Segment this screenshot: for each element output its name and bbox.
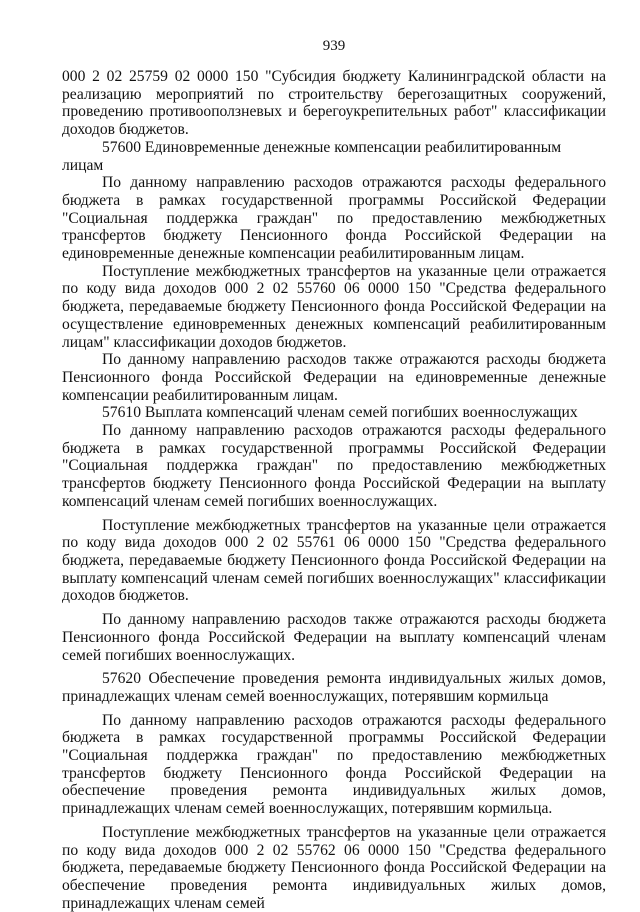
paragraph-57610-income-code: Поступление межбюджетных трансфертов на указанные цели отражается по коду вида доходов 000 2 02 55761 06 0000 150 "Средства федерального бюджета, передаваемые бюджету Пенсионного фонда Российской Федерации на выплату компенсаций членам семей погибших военнослужащих" классификации доходов бюджетов. bbox=[62, 516, 606, 605]
paragraph-57620-expenses: По данному направлению расходов отражаются расходы федерального бюджета в рамках государственной программы Российской Федерации "Социальная поддержка граждан" по предоставлению межбюджетных трансфертов бюджету Пенсионного фонда Российской Федерации на обеспечение проведения ремонта индивидуальных жилых домов, принадлежащих членам семей военнослужащих, потерявшим кормильца. bbox=[62, 711, 606, 818]
paragraph-57610-expenses: По данному направлению расходов отражаются расходы федерального бюджета в рамках государственной программы Российской Федерации "Социальная поддержка граждан" по предоставлению межбюджетных трансфертов бюджету Пенсионного фонда Российской Федерации на выплату компенсаций членам семей погибших военнослужащих. bbox=[62, 422, 606, 510]
paragraph-57600-expenses: По данному направлению расходов отражаются расходы федерального бюджета в рамках государственной программы Российской Федерации "Социальная поддержка граждан" по предоставлению межбюджетных трансфертов бюджету Пенсионного фонда Российской Федерации на единовременные денежные компенсации реабилитированным лицам. bbox=[62, 174, 606, 263]
heading-57620: 57620 Обеспечение проведения ремонта индивидуальных жилых домов, принадлежащих членам семей военнослужащих, потерявшим кормильца bbox=[62, 670, 606, 705]
paragraph-57600-pension-fund: По данному направлению расходов также отражаются расходы бюджета Пенсионного фонда Российской Федерации на единовременные денежные компенсации реабилитированным лицам. bbox=[62, 351, 606, 404]
paragraph-57620-income-code: Поступление межбюджетных трансфертов на указанные цели отражается по коду вида доходов 000 2 02 55762 06 0000 150 "Средства федерального бюджета, передаваемые бюджету Пенсионного фонда Российской Федерации на обеспечение проведения ремонта индивидуальных жилых домов, принадлежащих членам семей bbox=[62, 823, 606, 912]
paragraph-57610-pension-fund: По данному направлению расходов также отражаются расходы бюджета Пенсионного фонда Российской Федерации на выплату компенсаций членам семей погибших военнослужащих. bbox=[62, 611, 606, 664]
paragraph-57600-income-code: Поступление межбюджетных трансфертов на указанные цели отражается по коду вида доходов 000 2 02 55760 06 0000 150 "Средства федерального бюджета, передаваемые бюджету Пенсионного фонда Российской Федерации на осуществление единовременных денежных компенсаций реабилитированным лицам" классификации доходов бюджетов. bbox=[62, 262, 606, 351]
paragraph-subsidy-kaliningrad: 000 2 02 25759 02 0000 150 "Субсидия бюджету Калининградской области на реализацию мероприятий по строительству берегозащитных сооружений, проведению противооползневых и берегоукрепительных работ" классификации доходов бюджетов. bbox=[62, 68, 606, 139]
heading-57600: 57600 Единовременные денежные компенсации реабилитированным лицам bbox=[62, 138, 562, 174]
page-number: 939 bbox=[322, 38, 346, 54]
heading-57610: 57610 Выплата компенсаций членам семей погибших военнослужащих bbox=[102, 404, 578, 422]
